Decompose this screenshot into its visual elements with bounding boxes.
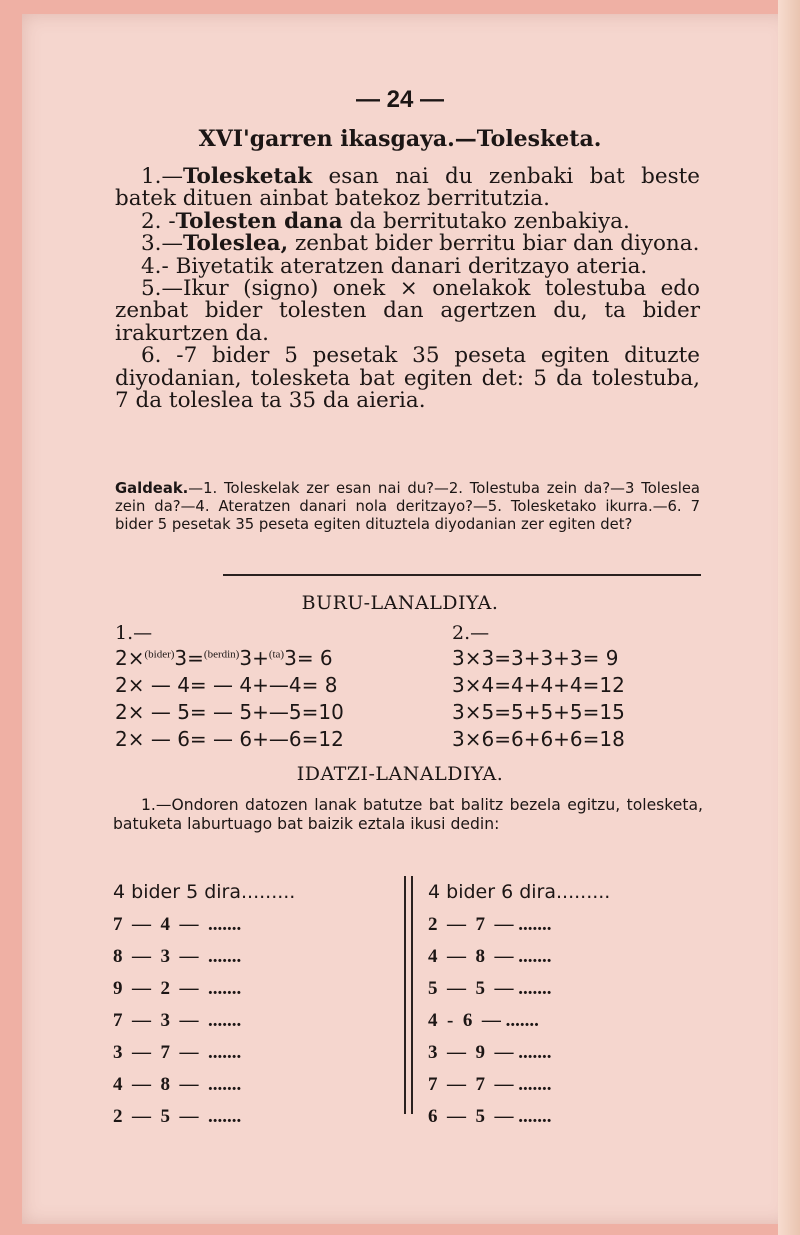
equation-row: 3×5=5+5+5=15	[452, 700, 625, 724]
definition-4: 4.- Biyetatik ateratzen danari deritzayo ateria.	[141, 253, 648, 279]
exercise-line: 7 — 3 — .......	[113, 1010, 242, 1031]
questions	[115, 480, 700, 533]
equation-row: 3×3=3+3+3= 9	[452, 646, 619, 670]
page-number: — 24 —	[355, 86, 445, 113]
definition-1: 1.—Tolesketak esan nai du zenbaki bat beste batek dituen ainbat batekoz berritutzia.	[115, 164, 700, 212]
definitions	[115, 166, 700, 412]
exercise-line: 4 — 8 — .......	[113, 1074, 242, 1095]
exercise-line: 6 — 5 — .......	[428, 1106, 552, 1127]
exercise-line: 9 — 2 — .......	[113, 978, 242, 999]
column-2-number: 2.—	[452, 622, 490, 644]
definition-3: 3.—Toleslea, zenbat bider berritu biar dan diyona.	[141, 231, 700, 257]
column-divider	[404, 876, 406, 1114]
definition-2: 2. -Tolesten dana da berritutako zenbakiya.	[141, 208, 630, 234]
lesson-title: XVI'garren ikasgaya.—Tolesketa.	[198, 126, 602, 152]
idatzi-lanaldiya-title: IDATZI-LANALDIYA.	[296, 763, 504, 785]
exercise-right-heading: 4 bider 6 dira.........	[428, 881, 611, 903]
exercise-instructions: 1.—Ondoren datozen lanak batutze bat balitz bezela egitzu, tolesketa, batuketa laburtuago bat baizik eztala ikusi dedin:	[113, 796, 703, 833]
questions-label: Galdeak.	[115, 480, 189, 497]
exercise-line: 8 — 3 — .......	[113, 946, 242, 967]
exercise-line: 7 — 4 — .......	[113, 914, 242, 935]
exercise-line: 3 — 9 — .......	[428, 1042, 552, 1063]
equation-row: 3×4=4+4+4=12	[452, 673, 625, 697]
equation-row: 2× — 6= — 6+—6=12	[115, 727, 344, 751]
equation-row: 2× — 5= — 5+—5=10	[115, 700, 344, 724]
exercise-line: 7 — 7 — .......	[428, 1074, 552, 1095]
buru-lanaldiya-title: BURU-LANALDIYA.	[301, 592, 499, 614]
section-divider	[223, 574, 701, 576]
definition-5: 5.—Ikur (signo) onek × onelakok tolestuba edo zenbat bider tolesten dan agertzen du, ta bider irakurtzen da.	[115, 276, 700, 346]
exercise-line: 5 — 5 — .......	[428, 978, 552, 999]
definition-6: 6. -7 bider 5 pesetak 35 peseta egiten dituzte diyodanian, tolesketa bat egiten det: 5 da tolestuba, 7 da toleslea ta 35 da aieria.	[115, 343, 700, 414]
column-divider	[411, 876, 413, 1114]
exercise-line: 4 - 6 — .......	[428, 1010, 539, 1031]
exercise-left-column	[113, 876, 295, 1133]
questions-text: —1. Toleskelak zer esan nai du?—2. Tolestuba zein da?—3 Toleslea zein da?—4. Ateratzen danari nola deritzayo?—5. Tolesketako ikurra.—6. 7 bider 5 pesetak 35 peseta egiten dituztela diyodanian zer egiten det?	[115, 480, 700, 533]
equation-row: 3×6=6+6+6=18	[452, 727, 625, 751]
exercise-line: 3 — 7 — .......	[113, 1042, 242, 1063]
equation-row: 2× — 4= — 4+—4= 8	[115, 673, 338, 697]
exercise-line: 2 — 5 — .......	[113, 1106, 242, 1127]
exercise-right-column	[428, 876, 610, 1133]
equation-row: 2×$^{(bider)}$3=$^{(berdin)}$3+$^{(ta)}$3= 6	[115, 646, 333, 670]
exercise-line: 4 — 8 — .......	[428, 946, 552, 967]
exercise-line: 2 — 7 — .......	[428, 914, 552, 935]
page-edge	[778, 0, 800, 1235]
exercise-left-heading: 4 bider 5 dira.........	[113, 881, 296, 903]
column-1-number: 1.—	[115, 622, 153, 644]
